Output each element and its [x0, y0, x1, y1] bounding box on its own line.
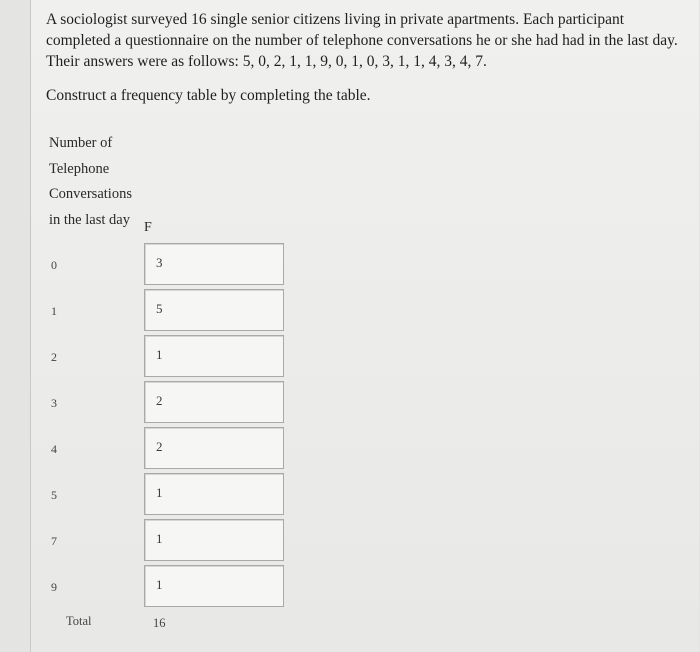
x-value: 7	[51, 534, 57, 548]
table-row	[46, 518, 286, 564]
total-row	[46, 612, 286, 636]
table-row	[46, 334, 286, 380]
frequency-value: 1	[156, 531, 163, 546]
question-panel	[30, 0, 699, 652]
table-row	[46, 242, 286, 288]
x-value: 0	[51, 258, 57, 272]
x-value: 4	[51, 442, 57, 456]
frequency-value: 1	[156, 485, 163, 500]
table-row	[46, 426, 286, 472]
frequency-value: 2	[156, 393, 163, 408]
x-value: 5	[51, 488, 57, 502]
table-row	[46, 472, 286, 518]
total-value: 16	[153, 616, 166, 630]
x-value: 1	[51, 304, 57, 318]
frequency-table	[46, 242, 286, 610]
x-header-line: in the last day	[49, 211, 130, 228]
instruction-text: Construct a frequency table by completing the table.	[46, 87, 371, 104]
frequency-value: 1	[156, 347, 163, 362]
frequency-input[interactable]	[144, 243, 284, 285]
frequency-value: 2	[156, 439, 163, 454]
question-text: A sociologist surveyed 16 single senior citizens living in private apartments. Each participant completed a questionnaire on the number of telephone conversations he or she had had in the last day. Their answers were as follows: 5, 0, 2, 1, 1, 9, 0, 1, 0, 3, 1, 1, 4, 3, 4, 7.	[46, 11, 678, 70]
frequency-value: 5	[156, 301, 163, 316]
frequency-input[interactable]	[144, 473, 284, 515]
frequency-input[interactable]	[144, 289, 284, 331]
x-column-header	[49, 131, 132, 233]
frequency-value: 1	[156, 577, 163, 592]
frequency-input[interactable]	[144, 381, 284, 423]
x-header-line: Conversations	[49, 186, 132, 202]
frequency-input[interactable]	[144, 335, 284, 377]
x-value: 2	[51, 350, 57, 364]
x-header-line: Number of	[49, 135, 113, 151]
frequency-input[interactable]	[144, 565, 284, 607]
frequency-value: 3	[156, 255, 163, 270]
table-row	[46, 564, 286, 610]
total-label: Total	[66, 614, 92, 628]
f-column-header: F	[144, 220, 152, 235]
x-header-line: Telephone	[49, 160, 110, 177]
x-value: 9	[51, 580, 57, 594]
table-row	[46, 380, 286, 426]
frequency-input[interactable]	[144, 427, 284, 469]
x-value: 3	[51, 396, 57, 410]
frequency-input[interactable]	[144, 519, 284, 561]
table-row	[46, 288, 286, 334]
